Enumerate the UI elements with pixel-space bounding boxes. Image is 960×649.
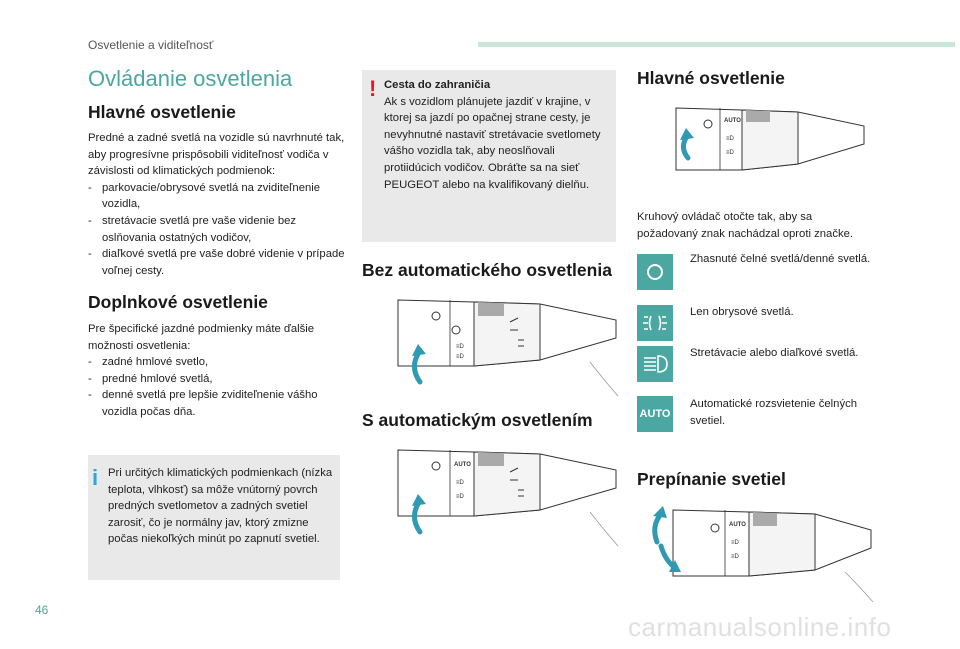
- svg-text:≡D: ≡D: [726, 136, 734, 142]
- auto-icon-label: AUTO: [639, 408, 671, 420]
- lighting-stalk-auto-illustration: [390, 442, 620, 550]
- info-text: Pri určitých klimatických podmienkach (nízka teplota, vlhkosť) sa môže vnútorný povrch predných svetlometov a zadných svetiel zarosiť, čo je normálny jav, ktorý zmizne počas niekoľkých minút po zapnutí svetiel.: [108, 467, 333, 546]
- extra-lighting-intro: Pre špecifické jazdné podmienky máte ďalšie možnosti osvetlenia:: [88, 323, 315, 352]
- svg-text:≡D: ≡D: [726, 150, 734, 156]
- header-bar: [478, 42, 955, 47]
- svg-text:≡D: ≡D: [456, 494, 464, 500]
- no-auto-heading: Bez automatického osvetlenia: [362, 260, 612, 280]
- main-lighting-intro: Predné a zadné svetlá na vozidle sú navrhnuté tak, aby progresívne prispôsobili viditeľnosť vodiča v závislosti od klimatických podmienok:: [88, 132, 345, 178]
- right-intro: Kruhový ovládač otočte tak, aby sa požadovaný znak nachádzal oproti značke.: [637, 211, 854, 240]
- svg-text:≡D: ≡D: [456, 354, 464, 360]
- extra-lighting-text: [88, 321, 346, 421]
- page-title: Ovládanie osvetlenia: [88, 66, 293, 91]
- section-header: Osvetlenie a viditeľnosť: [88, 38, 214, 52]
- row-text: Stretávacie alebo diaľkové svetlá.: [690, 347, 859, 359]
- list-item: - stretávacie svetlá pre vaše videnie bez oslňovania ostatných vodičov,: [88, 213, 346, 246]
- watermark: carmanualsonline.info: [628, 612, 892, 642]
- svg-text:≡D: ≡D: [731, 554, 739, 560]
- stalk-auto-label: AUTO: [454, 462, 471, 468]
- list-item: - denné svetlá pre lepšie zviditeľnenie vášho vozidla počas dňa.: [88, 387, 346, 420]
- beam-switch-illustration: [645, 502, 875, 606]
- warning-title: Cesta do zahraničia: [384, 79, 491, 91]
- headlight-beam-icon: [637, 346, 673, 382]
- stalk-auto-label: AUTO: [729, 522, 746, 528]
- lighting-stalk-ring-illustration: [668, 100, 868, 200]
- lighting-stalk-illustration: [390, 292, 620, 400]
- row-text: Len obrysové svetlá.: [690, 306, 794, 318]
- list-item: - diaľkové svetlá pre vaše dobré videnie v prípade voľnej cesty.: [88, 246, 346, 279]
- warning-icon: !: [369, 76, 377, 101]
- row-text: Automatické rozsvietenie čelných svetiel.: [690, 398, 858, 427]
- warning-box: [362, 70, 616, 242]
- info-icon: i: [92, 465, 99, 490]
- svg-text:≡D: ≡D: [731, 540, 739, 546]
- switch-heading: Prepínanie svetiel: [637, 469, 786, 489]
- list-item: - predné hmlové svetlá,: [88, 371, 346, 388]
- main-lighting-heading: Hlavné osvetlenie: [88, 102, 236, 122]
- page-number: 46: [35, 603, 49, 617]
- list-item: - parkovacie/obrysové svetlá na zviditeľnenie vozidla,: [88, 180, 346, 213]
- warning-text: Ak s vozidlom plánujete jazdiť v krajine, v ktorej sa jazdí po opačnej strane cesty, je nevyhnutné nastaviť stretávacie svetlomety vášho vozidla tak, aby neoslňovali protiidúcich vodičov. Obráťte sa na sieť PEUGEOT alebo na kvalifikovaný dielňu.: [384, 95, 601, 191]
- extra-lighting-heading: Doplnkové osvetlenie: [88, 292, 268, 312]
- warning-content: [384, 77, 612, 193]
- info-box: [88, 455, 340, 580]
- sidelights-icon: [637, 305, 673, 341]
- row-text: Zhasnuté čelné svetlá/denné svetlá.: [690, 253, 871, 265]
- auto-icon: [637, 396, 673, 432]
- circle-off-icon: [637, 254, 673, 290]
- svg-text:≡D: ≡D: [456, 344, 464, 350]
- main-lighting-text: [88, 130, 346, 279]
- list-item: - zadné hmlové svetlo,: [88, 354, 346, 371]
- stalk-auto-label: AUTO: [724, 118, 741, 124]
- svg-text:≡D: ≡D: [456, 480, 464, 486]
- auto-heading: S automatickým osvetlením: [362, 410, 593, 430]
- right-main-heading: Hlavné osvetlenie: [637, 68, 785, 88]
